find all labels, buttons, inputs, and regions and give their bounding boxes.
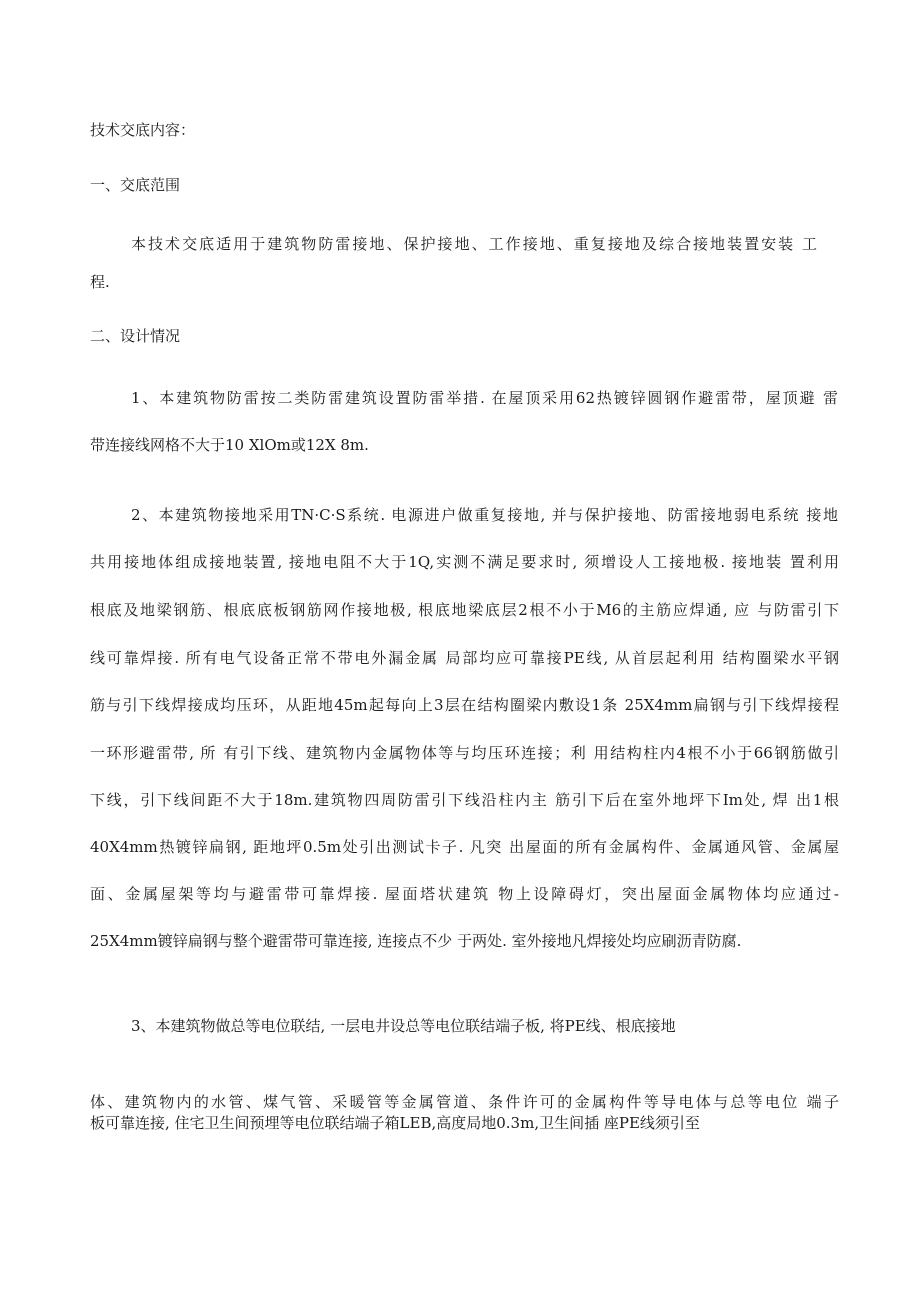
paragraph-line: 根底及地梁钢筋、根底底板钢筋网作接地极, 根底地梁底层2根不小于M6的主筋应焊通, 应 与防雷引下 bbox=[90, 601, 839, 619]
paragraph-line: 体、建筑物内的水管、煤气管、采暖管等金属管道、条件许可的金属构件等导电体与总等电位 端子 bbox=[90, 1093, 839, 1111]
section-heading-design: 二、设计情况 bbox=[90, 327, 181, 345]
paragraph-line: 25X4mm镀锌扁钢与整个避雷带可靠连接, 连接点不少 于两处. 室外接地凡焊接处均应刷沥青防腐. bbox=[90, 932, 742, 950]
paragraph-line: 线可靠焊接. 所有电气设备正常不带电外漏金属 局部均应可靠接PE线, 从首层起利用 结构圈梁水平钢 bbox=[90, 649, 839, 667]
paragraph-line: 面、金属屋架等均与避雷带可靠焊接. 屋面塔状建筑 物上设障碍灯，突出屋面金属物体均应通过- bbox=[90, 885, 839, 903]
paragraph-line: 2、本建筑物接地采用TN·C·S系统. 电源进户做重复接地, 并与保护接地、防雷接地弱电系统 接地 bbox=[131, 506, 838, 524]
paragraph-line: 本技术交底适用于建筑物防雷接地、保护接地、工作接地、重复接地及综合接地装置安装 工 bbox=[131, 235, 817, 253]
paragraph-line: 带连接线网格不大于10 XlOm或12X 8m. bbox=[90, 436, 369, 454]
paragraph-line: 共用接地体组成接地装置, 接地电阻不大于1Q,实测不满足要求时, 须增设人工接地极. 接地装 置利用 bbox=[90, 553, 839, 571]
section-heading-scope: 一、交底范围 bbox=[90, 176, 181, 194]
paragraph-line: 板可靠连接, 住宅卫生间预埋等电位联结端子箱LEB,高度局地0.3m,卫生间插 座PE线须引至 bbox=[90, 1114, 700, 1132]
paragraph-line: 40X4mm热镀锌扁钢, 距地坪0.5m处引出测试卡子. 凡突 出屋面的所有金属构件、金属通风管、金属屋 bbox=[90, 838, 839, 856]
paragraph-line: 筋与引下线焊接成均压环，从距地45m起每向上3层在结构圈梁内敷设1条 25X4mm扁钢与引下线焊接程 bbox=[90, 696, 839, 714]
paragraph-line: 3、本建筑物做总等电位联结, 一层电井设总等电位联结端子板, 将PE线、根底接地 bbox=[131, 1017, 676, 1035]
paragraph-line: 程. bbox=[90, 273, 110, 291]
document-title: 技术交底内容： bbox=[90, 121, 196, 139]
paragraph-line: 一环形避雷带, 所 有引下线、建筑物内金属物体等与均压环连接；利 用结构柱内4根不小于66钢筋做引 bbox=[90, 744, 839, 762]
paragraph-line: 下线，引下线间距不大于18m.建筑物四周防雷引下线沿柱内主 筋引下后在室外地坪下Im处, 焊 出1根 bbox=[90, 791, 839, 809]
paragraph-line: 1、本建筑物防雷按二类防雷建筑设置防雷举措. 在屋顶采用62热镀锌圆钢作避雷带，屋顶避 雷 bbox=[131, 389, 838, 407]
